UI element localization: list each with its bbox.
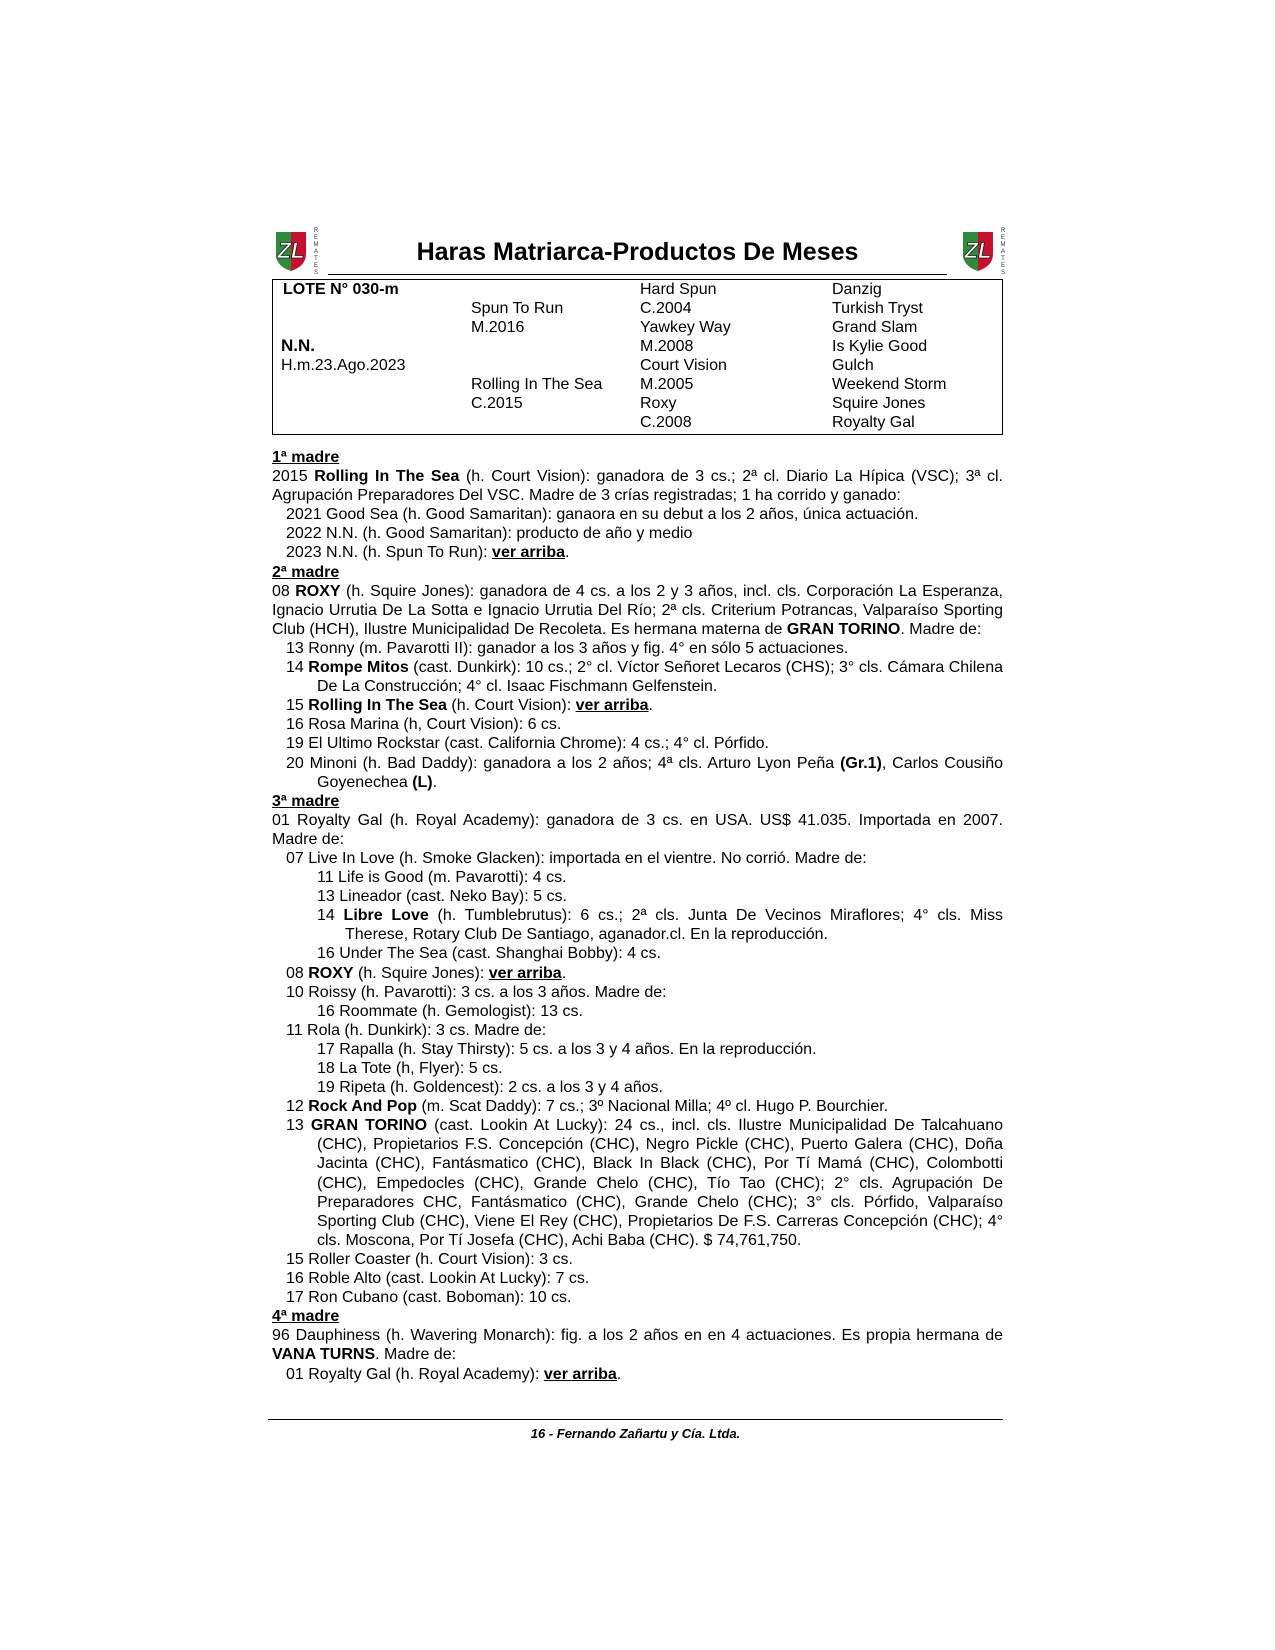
horse-name: N.N. (281, 336, 315, 355)
section-heading-4: 4ª madre (272, 1308, 340, 1326)
logo-emblem-icon (957, 228, 999, 272)
gen2-entry: M.2005 (640, 376, 694, 393)
gen3-entry: Is Kylie Good (832, 338, 928, 355)
gen3-entry: Grand Slam (832, 319, 918, 336)
dam-name: Rolling In The Sea (471, 376, 603, 393)
logo-emblem-icon (270, 228, 312, 272)
logo-side-text: R E M A T E S (1000, 228, 1006, 276)
list-item: 19 Ripeta (h. Goldencest): 2 cs. a los 3 y 4 años. (317, 1079, 663, 1097)
list-item: 2023 N.N. (h. Spun To Run): ver arriba. (286, 544, 570, 562)
list-item: 20 Minoni (h. Bad Daddy): ganadora a los 2 años; 4ª cls. Arturo Lyon Peña (Gr.1), Carlos Cousiño Goyenechea (L). (286, 754, 1003, 791)
gen2-entry: C.2004 (640, 300, 692, 317)
list-item: 15 Rolling In The Sea (h. Court Vision): ver arriba. (286, 697, 653, 715)
gen3-entry: Squire Jones (832, 395, 926, 412)
list-item: 18 La Tote (h, Flyer): 5 cs. (317, 1060, 503, 1077)
remates-logo-left (270, 228, 318, 278)
list-item: 2021 Good Sea (h. Good Samaritan): ganaora en su debut a los 2 años, única actuación. (286, 506, 919, 524)
ver-arriba-link[interactable]: ver arriba (575, 697, 649, 715)
list-item: 15 Roller Coaster (h. Court Vision): 3 cs. (286, 1250, 573, 1268)
page-title: Haras Matriarca-Productos De Meses (328, 234, 947, 275)
dam-paragraph: 2015 Rolling In The Sea (h. Court Vision): ganadora de 3 cs.; 2ª cl. Diario La Hípica (VSC); 3ª cl. Agrupación Preparadores Del VSC. Madre de 3 crías registradas; 1 ha corrido y ganado: (272, 468, 1003, 505)
dam-info: C.2015 (471, 395, 523, 412)
remates-logo-right (957, 228, 1005, 278)
list-item: 16 Roble Alto (cast. Lookin At Lucky): 7 cs. (286, 1270, 590, 1288)
gen2-entry: Yawkey Way (640, 319, 731, 336)
lot-number: LOTE N° 030-m (283, 281, 399, 298)
horse-info: H.m.23.Ago.2023 (281, 357, 406, 374)
list-item: 16 Roommate (h. Gemologist): 13 cs. (317, 1002, 583, 1020)
ver-arriba-link[interactable]: ver arriba (543, 1365, 617, 1383)
gen3-entry: Royalty Gal (832, 414, 915, 431)
list-item: 14 Libre Love (h. Tumblebrutus): 6 cs.; 2ª cls. Junta De Vecinos Miraflores; 4° cls. Miss Therese, Rotary Club De Santiago, aganador.cl. En la reproducción. (317, 907, 1003, 944)
page-footer: 16 - Fernando Zañartu y Cía. Ltda. (268, 1419, 1003, 1441)
list-item: 11 Rola (h. Dunkirk): 3 cs. Madre de: (286, 1021, 547, 1039)
gen3-entry: Gulch (832, 357, 874, 374)
dam-paragraph: 01 Royalty Gal (h. Royal Academy): ganadora de 3 cs. en USA. US$ 41.035. Importada en 2007. Madre de: (272, 811, 1003, 848)
page-header (270, 222, 1005, 278)
list-item: 13 Lineador (cast. Neko Bay): 5 cs. (317, 888, 567, 906)
family-body (272, 448, 1003, 1384)
list-item: 17 Rapalla (h. Stay Thirsty): 5 cs. a los 3 y 4 años. En la reproducción. (317, 1040, 817, 1058)
logo-side-text: R E M A T E S (313, 228, 319, 276)
list-item: 11 Life is Good (m. Pavarotti): 4 cs. (317, 869, 567, 887)
sire-name: Spun To Run (471, 300, 564, 317)
list-item: 01 Royalty Gal (h. Royal Academy): ver arriba. (286, 1365, 622, 1383)
section-heading-1: 1ª madre (272, 449, 340, 466)
sire-info: M.2016 (471, 319, 525, 336)
dam-paragraph: 96 Dauphiness (h. Wavering Monarch): fig. a los 2 años en en 4 actuaciones. Es propia hermana de VANA TURNS. Madre de: (272, 1327, 1003, 1364)
gen2-entry: Court Vision (640, 357, 727, 374)
gen3-entry: Turkish Tryst (832, 300, 923, 317)
gen2-entry: C.2008 (640, 414, 692, 431)
ver-arriba-link[interactable]: ver arriba (492, 544, 565, 562)
svg-text:ZL: ZL (277, 238, 305, 263)
gen2-entry: M.2008 (640, 338, 694, 355)
list-item: 08 ROXY (h. Squire Jones): ver arriba. (286, 964, 567, 982)
list-item: 17 Ron Cubano (cast. Boboman): 10 cs. (286, 1289, 572, 1307)
list-item: 16 Under The Sea (cast. Shanghai Bobby): 4 cs. (317, 945, 661, 963)
list-item: 14 Rompe Mitos (cast. Dunkirk): 10 cs.; 2° cl. Víctor Señoret Lecaros (CHS); 3° cls. Cámara Chilena De La Construcción; 4° cl. Isaac Fischmann Gelfenstein. (286, 659, 1003, 696)
gen3-entry: Weekend Storm (832, 376, 947, 393)
list-item: 13 GRAN TORINO (cast. Lookin At Lucky): 24 cs., incl. cls. Ilustre Municipalidad De Talcahuano (CHC), Propietarios F.S. Concepción (CHC), Negro Pickle (CHC), Puerto Galera (CHC), Doña Jacinta (CHC), Fantásmatico (CHC), Black In Black (CHC), Por Tí Mamá (CHC), Colombotti (CHC), Empedocles (CHC), Grande Chelo (CHC), Tío Tao (CHC); 2° cls. Agrupación De Preparadores CHC, Fantásmatico (CHC), Grande Chelo (CHC); 3° cls. Pórfido, Valparaíso Sporting Club (CHC), Viene El Rey (CHC), Propietarios De F.S. Carreras Concepción (CHC); 4° cls. Moscona, Por Tí Josefa (CHC), Achi Baba (CHC). $ 74,761,750. (286, 1117, 1003, 1249)
svg-text:ZL: ZL (964, 238, 992, 263)
gen2-entry: Hard Spun (640, 281, 717, 298)
list-item: 19 El Ultimo Rockstar (cast. California Chrome): 4 cs.; 4° cl. Pórfido. (286, 735, 769, 753)
section-heading-2: 2ª madre (272, 563, 340, 581)
gen2-entry: Roxy (640, 395, 677, 412)
list-item: 12 Rock And Pop (m. Scat Daddy): 7 cs.; 3º Nacional Milla; 4º cl. Hugo P. Bourchier. (286, 1098, 889, 1116)
dam-paragraph: 08 ROXY (h. Squire Jones): ganadora de 4 cs. a los 2 y 3 años, incl. cls. Corporación La Esperanza, Ignacio Urrutia De La Sotta e Ignacio Urrutia Del Río; 2ª cls. Criterium Potrancas, Valparaíso Sporting Club (HCH), Ilustre Municipalidad De Recoleta. Es hermana materna de GRAN TORINO. Madre de: (272, 582, 1004, 638)
gen3-entry: Danzig (832, 281, 882, 298)
list-item: 10 Roissy (h. Pavarotti): 3 cs. a los 3 años. Madre de: (286, 983, 667, 1001)
list-item: 16 Rosa Marina (h, Court Vision): 6 cs. (286, 716, 562, 734)
ver-arriba-link[interactable]: ver arriba (488, 964, 562, 982)
list-item: 13 Ronny (m. Pavarotti II): ganador a los 3 años y fig. 4° en sólo 5 actuaciones. (286, 639, 849, 657)
section-heading-3: 3ª madre (272, 792, 340, 810)
pedigree-table (272, 279, 1003, 435)
list-item: 07 Live In Love (h. Smoke Glacken): importada en el vientre. No corrió. Madre de: (286, 849, 867, 867)
list-item: 2022 N.N. (h. Good Samaritan): producto de año y medio (286, 525, 693, 543)
